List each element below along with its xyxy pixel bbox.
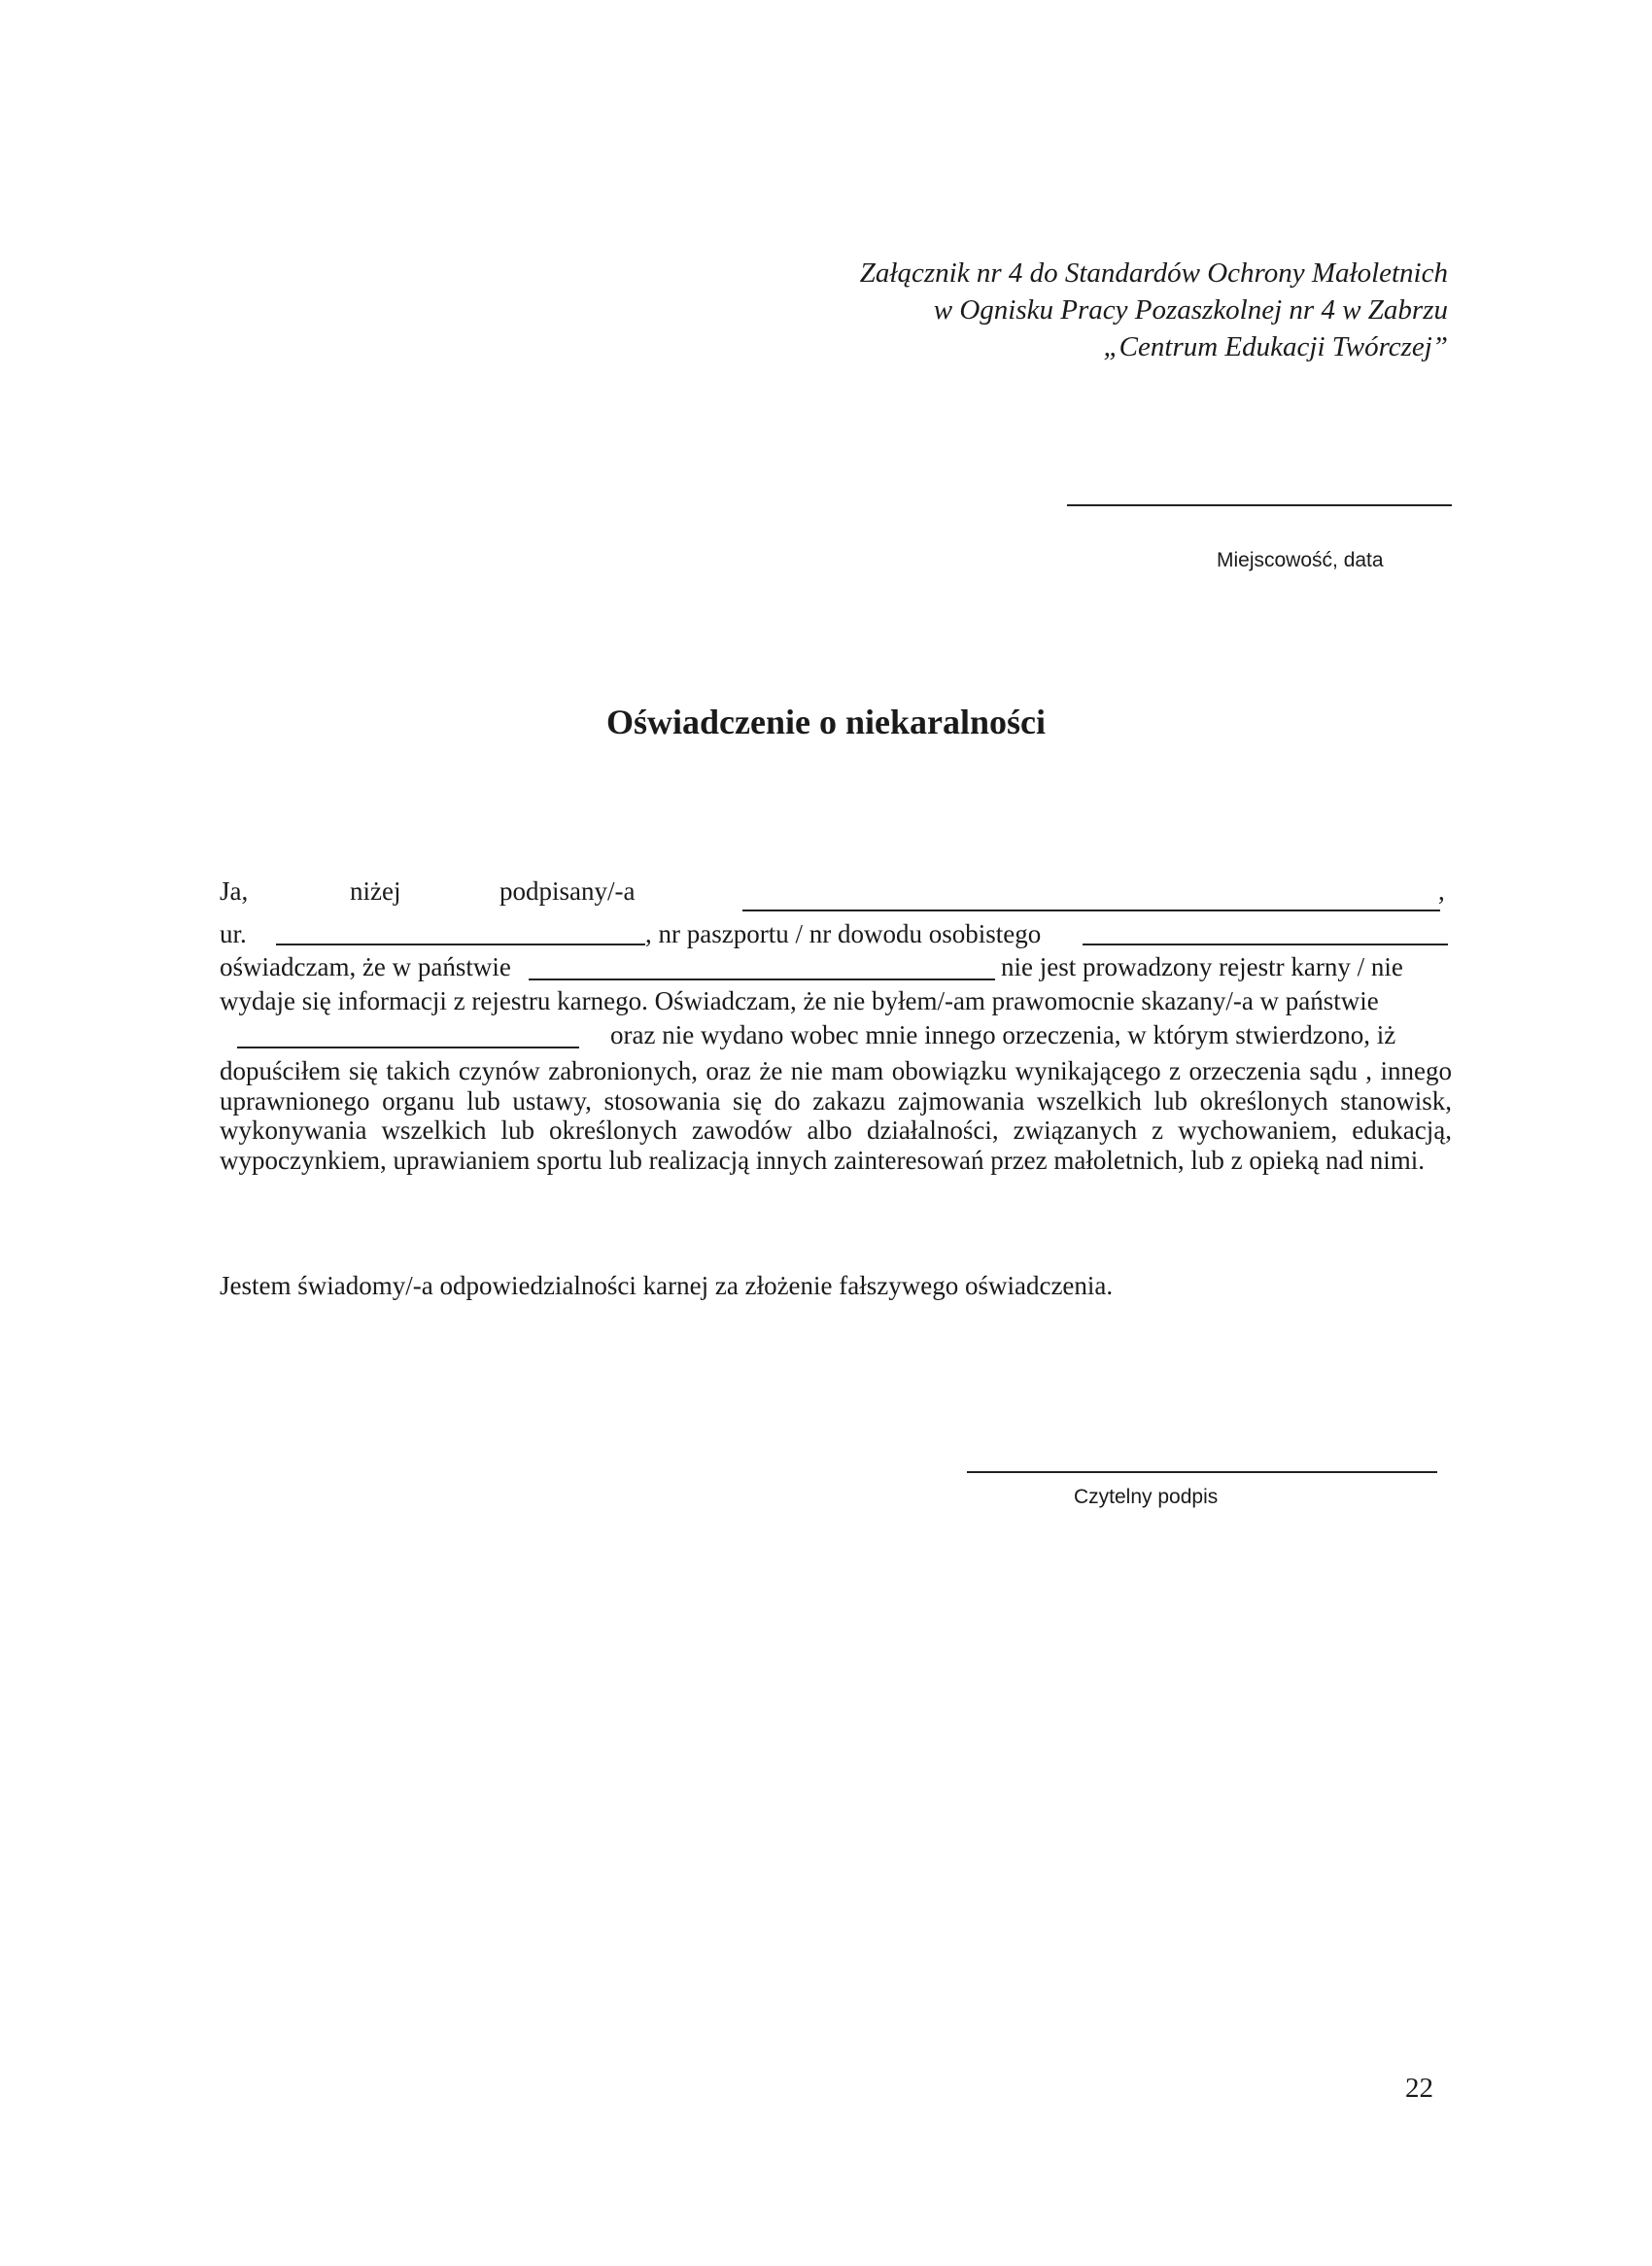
header-line-2: w Ognisku Pracy Pozaszkolnej nr 4 w Zabrzu <box>933 294 1448 326</box>
word-ja: Ja, <box>220 876 249 906</box>
comma: , <box>1438 876 1445 906</box>
signature-line <box>967 1471 1437 1473</box>
form-line-5 <box>220 1020 1449 1051</box>
word-ur: ur. <box>220 919 247 948</box>
header-line-1: Załącznik nr 4 do Standardów Ochrony Małoletnich <box>859 258 1448 289</box>
birth-blank <box>276 944 645 945</box>
signature-label: Czytelny podpis <box>1074 1486 1219 1508</box>
word-podpisany: podpisany/-a <box>499 876 636 906</box>
state-text-end: nie jest prowadzony rejestr karny / nie <box>1001 952 1403 981</box>
no-judgment-text: oraz nie wydano wobec mnie innego orzeczenia, w którym stwierdzono, iż <box>610 1020 1396 1049</box>
form-line-3 <box>220 952 1449 983</box>
form-line-2 <box>220 919 1449 950</box>
document-title: Oświadczenie o niekaralności <box>606 703 1046 741</box>
form-line-1 <box>220 876 1449 908</box>
word-nizej: niżej <box>350 876 401 906</box>
place-date-line <box>1067 504 1452 506</box>
form-line-4 <box>220 986 1449 1017</box>
document-number-text: , nr paszportu / nr dowodu osobistego <box>645 919 1042 948</box>
awareness-statement: Jestem świadomy/-a odpowiedzialności karnej za złożenie fałszywego oświadczenia. <box>220 1271 1114 1300</box>
state-text-start: oświadczam, że w państwie <box>220 952 511 981</box>
document-number-blank <box>1083 944 1448 945</box>
attachment-header <box>0 255 1448 365</box>
state-blank-1 <box>529 978 995 980</box>
place-date-label: Miejscowość, data <box>1217 549 1384 571</box>
statement-paragraph: dopuściłem się takich czynów zabronionych, oraz że nie mam obowiązku wynikającego z orzeczenia sądu , innego uprawnionego organu lub ustawy, stosowania się do zakazu zajmowania wszelkich lub określonych stanowisk, wykonywania wszelkich lub określonych zawodów albo działalności, związanych z wychowaniem, edukacją, wypoczynkiem, uprawianiem sportu lub realizacją innych zainteresowań przez małoletnich, lub z opieką nad nimi. <box>220 1056 1452 1175</box>
state-blank-2 <box>237 1047 579 1048</box>
header-line-3: „Centrum Edukacji Twórczej” <box>1103 331 1448 362</box>
page-number: 22 <box>1405 2073 1433 2104</box>
register-text: wydaje się informacji z rejestru karnego. Oświadczam, że nie byłem/-am prawomocnie skazany/-a w państwie <box>220 986 1379 1015</box>
name-blank <box>742 910 1440 911</box>
